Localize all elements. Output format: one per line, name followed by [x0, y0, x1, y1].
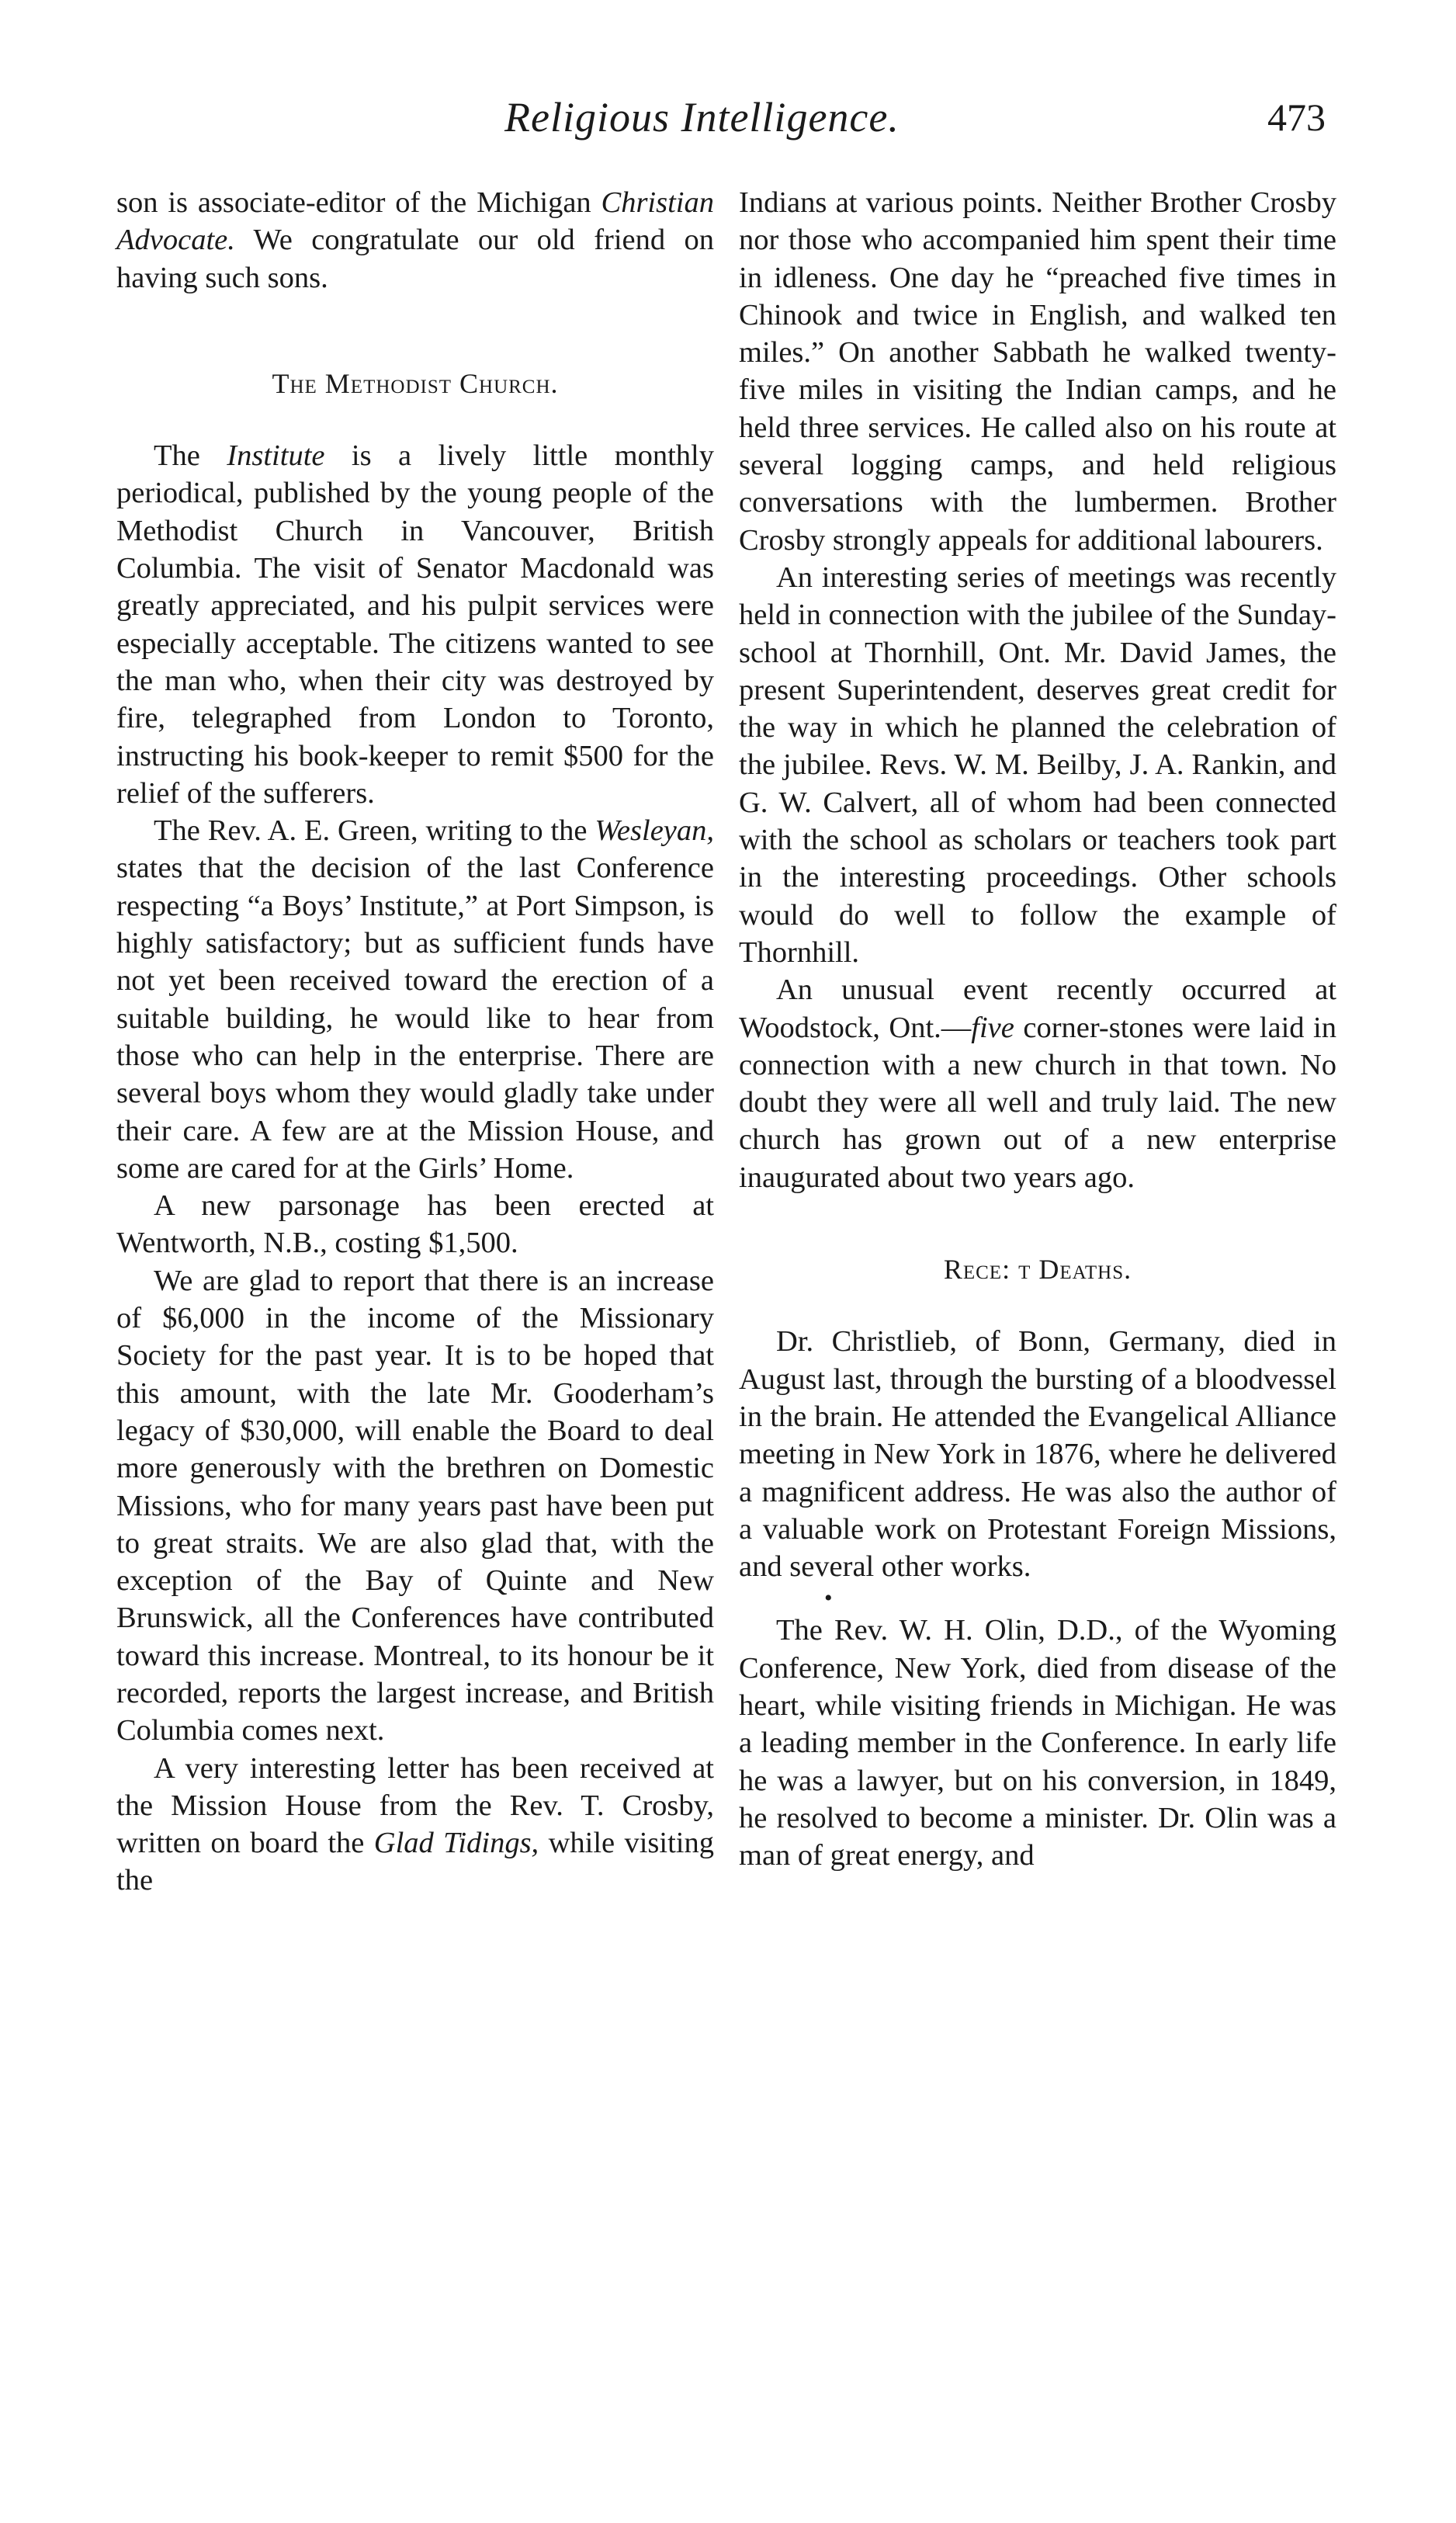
print-mark: • — [824, 1585, 833, 1612]
paragraph-crosby-continued: Indians at various points. Neither Brother Crosby nor those who accompanied him spent their time in idleness. One day he “preached five times in Chinook and twice in English, and walked ten miles.” On another Sabbath he walked twenty-five miles in visiting the Indian camps, and he held three services. He called also on his route at several logging camps, and held religious conversations with the lumbermen. Brother Crosby strongly appeals for additional labourers. — [739, 186, 1336, 557]
paragraph-parsonage: A new parsonage has been erected at Wentworth, N.B., costing $1,500. — [116, 1189, 714, 1260]
paragraph-olin: The Rev. W. H. Olin, D.D., of the Wyoming Conference, New York, died from disease of the heart, while visiting friends in Michigan. He was a leading member in the Conference. In early life he was a lawyer, but on his conversion, in 1849, he resolved to become a minister. Dr. Olin was a man of great energy, and — [739, 1614, 1336, 1872]
right-column — [739, 184, 1336, 1874]
section-heading-recent-deaths: Rece: t Deaths. — [943, 1254, 1132, 1286]
paragraph-continued: son is associate-editor of the Michigan Christian Advocate. We congratulate our old friend on having such sons. — [116, 186, 714, 294]
paragraph-christlieb: Dr. Christlieb, of Bonn, Germany, died in August last, through the bursting of a bloodvessel in the brain. He attended the Evangelical Alliance meeting in New York in 1876, where he delivered a magnificent address. He was also the author of a valuable work on Protestant Foreign Missions, and several other works. — [739, 1325, 1336, 1584]
paragraph-missionary-society: We are glad to report that there is an increase of $6,000 in the income of the Missionary Society for the past year. It is to be hoped that this amount, with the late Mr. Gooderham’s legacy of $30,000, will enable the Board to deal more generously with the brethren on Domestic Missions, who for many years past have been put to great straits. We are also glad that, with the exception of the Bay of Quinte and New Brunswick, all the Conferences have contributed toward this increase. Montreal, to its honour be it recorded, reports the largest increase, and British Columbia comes next. — [116, 1264, 714, 1747]
paragraph-woodstock: An unusual event recently occurred at Woodstock, Ont.—five corner-stones were laid in connection with a new church in that town. No doubt they were all well and truly laid. The new church has grown out of a new enterprise inaugurated about two years ago. — [739, 973, 1336, 1194]
paragraph-green: The Rev. A. E. Green, writing to the Wesleyan, states that the decision of the last Conference respecting “a Boys’ Institute,” at Port Simpson, is highly satisfactory; but as sufficient funds have not yet been received toward the erection of a suitable building, he would like to hear from those who can help in the enterprise. There are several boys whom they would gladly take under their care. A few are at the Mission House, and some are cared for at the Girls’ Home. — [116, 814, 714, 1185]
running-title: Religious Intelligence. — [504, 94, 900, 141]
paragraph-thornhill: An interesting series of meetings was recently held in connection with the jubilee of the Sunday-school at Thornhill, Ont. Mr. David James, the present Superintendent, deserves great credit for the way in which he planned the celebration of the jubilee. Revs. W. M. Beilby, J. A. Rankin, and G. W. Calvert, all of whom had been connected with the school as scholars or teachers took part in the interesting proceedings. Other schools would do well to follow the example of Thornhill. — [739, 560, 1336, 969]
section-heading-methodist-church: The Methodist Church. — [272, 367, 559, 399]
page-header — [0, 93, 1456, 155]
page-number: 473 — [1267, 95, 1326, 139]
paragraph-institute: The Institute is a lively little monthly periodical, published by the young people of the Methodist Church in Vancouver, British Columbia. The visit of Senator Macdonald was greatly appreciated, and his pulpit services were especially acceptable. The citizens wanted to see the man who, when their city was destroyed by fire, telegraphed from London to Toronto, instructing his book-keeper to remit $500 for the relief of the sufferers. — [116, 439, 715, 810]
paragraph-crosby-letter: A very interesting letter has been received at the Mission House from the Rev. T. Crosby, written on board the Glad Tidings, while visiting the — [116, 1751, 714, 1897]
left-column — [116, 184, 714, 1900]
